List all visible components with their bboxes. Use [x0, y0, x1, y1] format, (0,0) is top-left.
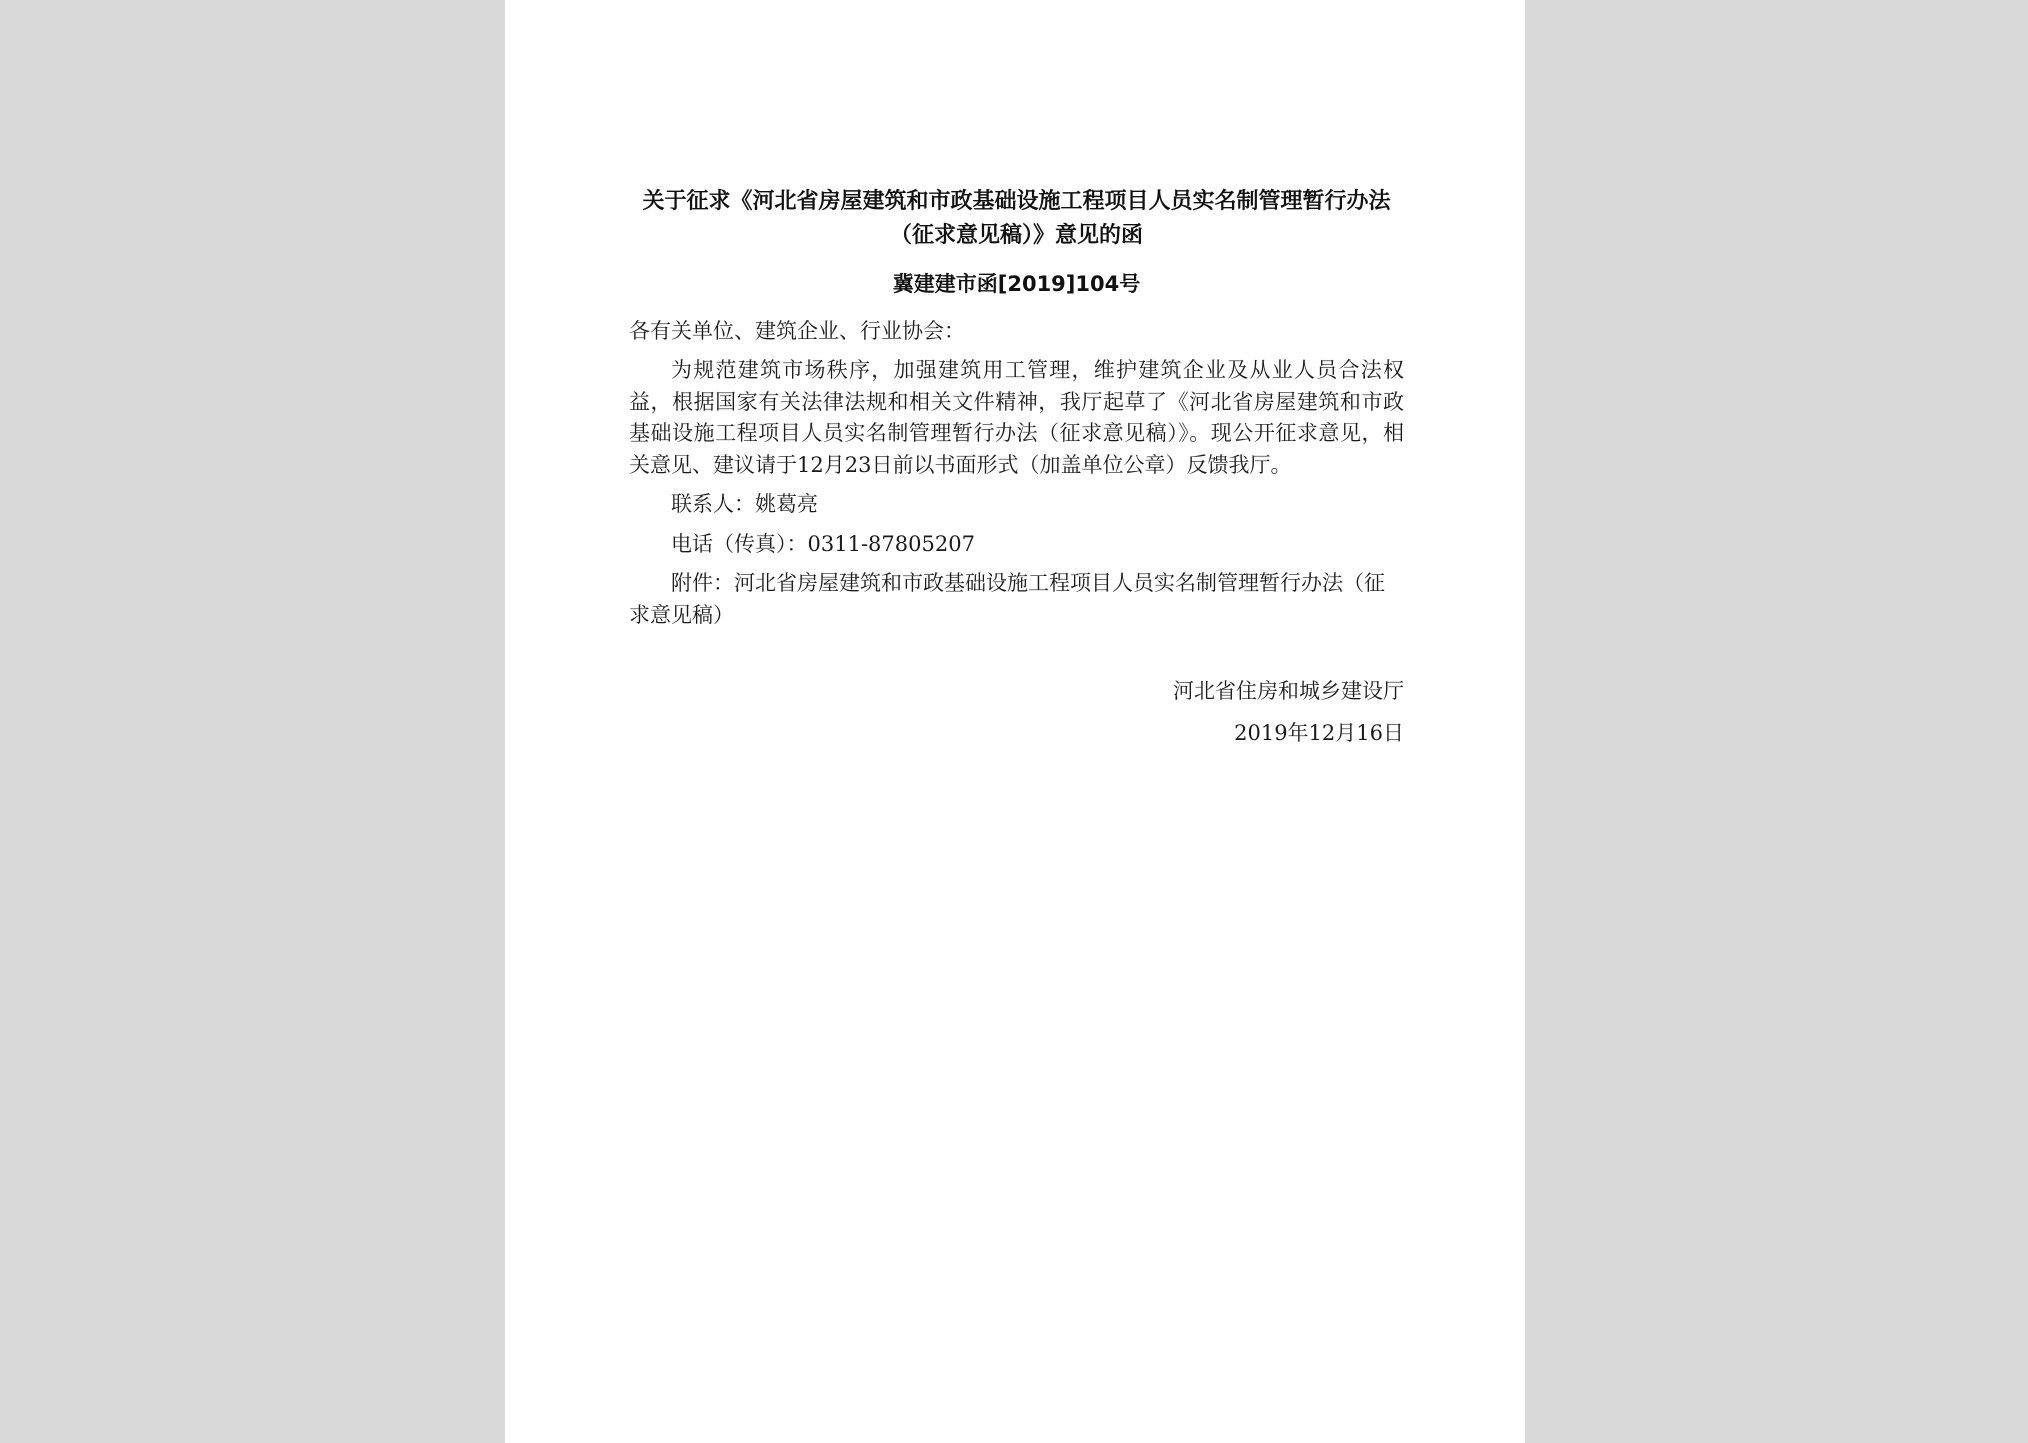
salutation: 各有关单位、建筑企业、行业协会： [629, 319, 965, 343]
attachment-note: 附件：河北省房屋建筑和市政基础设施工程项目人员实名制管理暂行办法（征求意见稿） [629, 571, 1385, 627]
issue-date: 2019年12月16日 [1234, 721, 1404, 745]
document-number: 冀建建市函[2019]104号 [892, 272, 1141, 296]
body-paragraph: 为规范建筑市场秩序，加强建筑用工管理，维护建筑企业及从业人员合法权益，根据国家有关法律法规和相关文件精神，我厅起草了《河北省房屋建筑和市政基础设施工程项目人员实名制管理暂行办法（征求意见稿）》。现公开征求意见，相关意见、建议请于12月23日前以书面形式（加盖单位公章）反馈我厅。 [629, 358, 1404, 477]
contact-person: 联系人：姚葛亮 [671, 492, 818, 516]
issuer-name: 河北省住房和城乡建设厅 [1173, 679, 1404, 703]
document-page [505, 0, 1525, 1443]
contact-phone: 电话（传真）：0311-87805207 [671, 531, 975, 556]
document-title: 关于征求《河北省房屋建筑和市政基础设施工程项目人员实名制管理暂行办法（征求意见稿）》意见的函 [642, 189, 1391, 248]
document-content [629, 185, 1404, 749]
